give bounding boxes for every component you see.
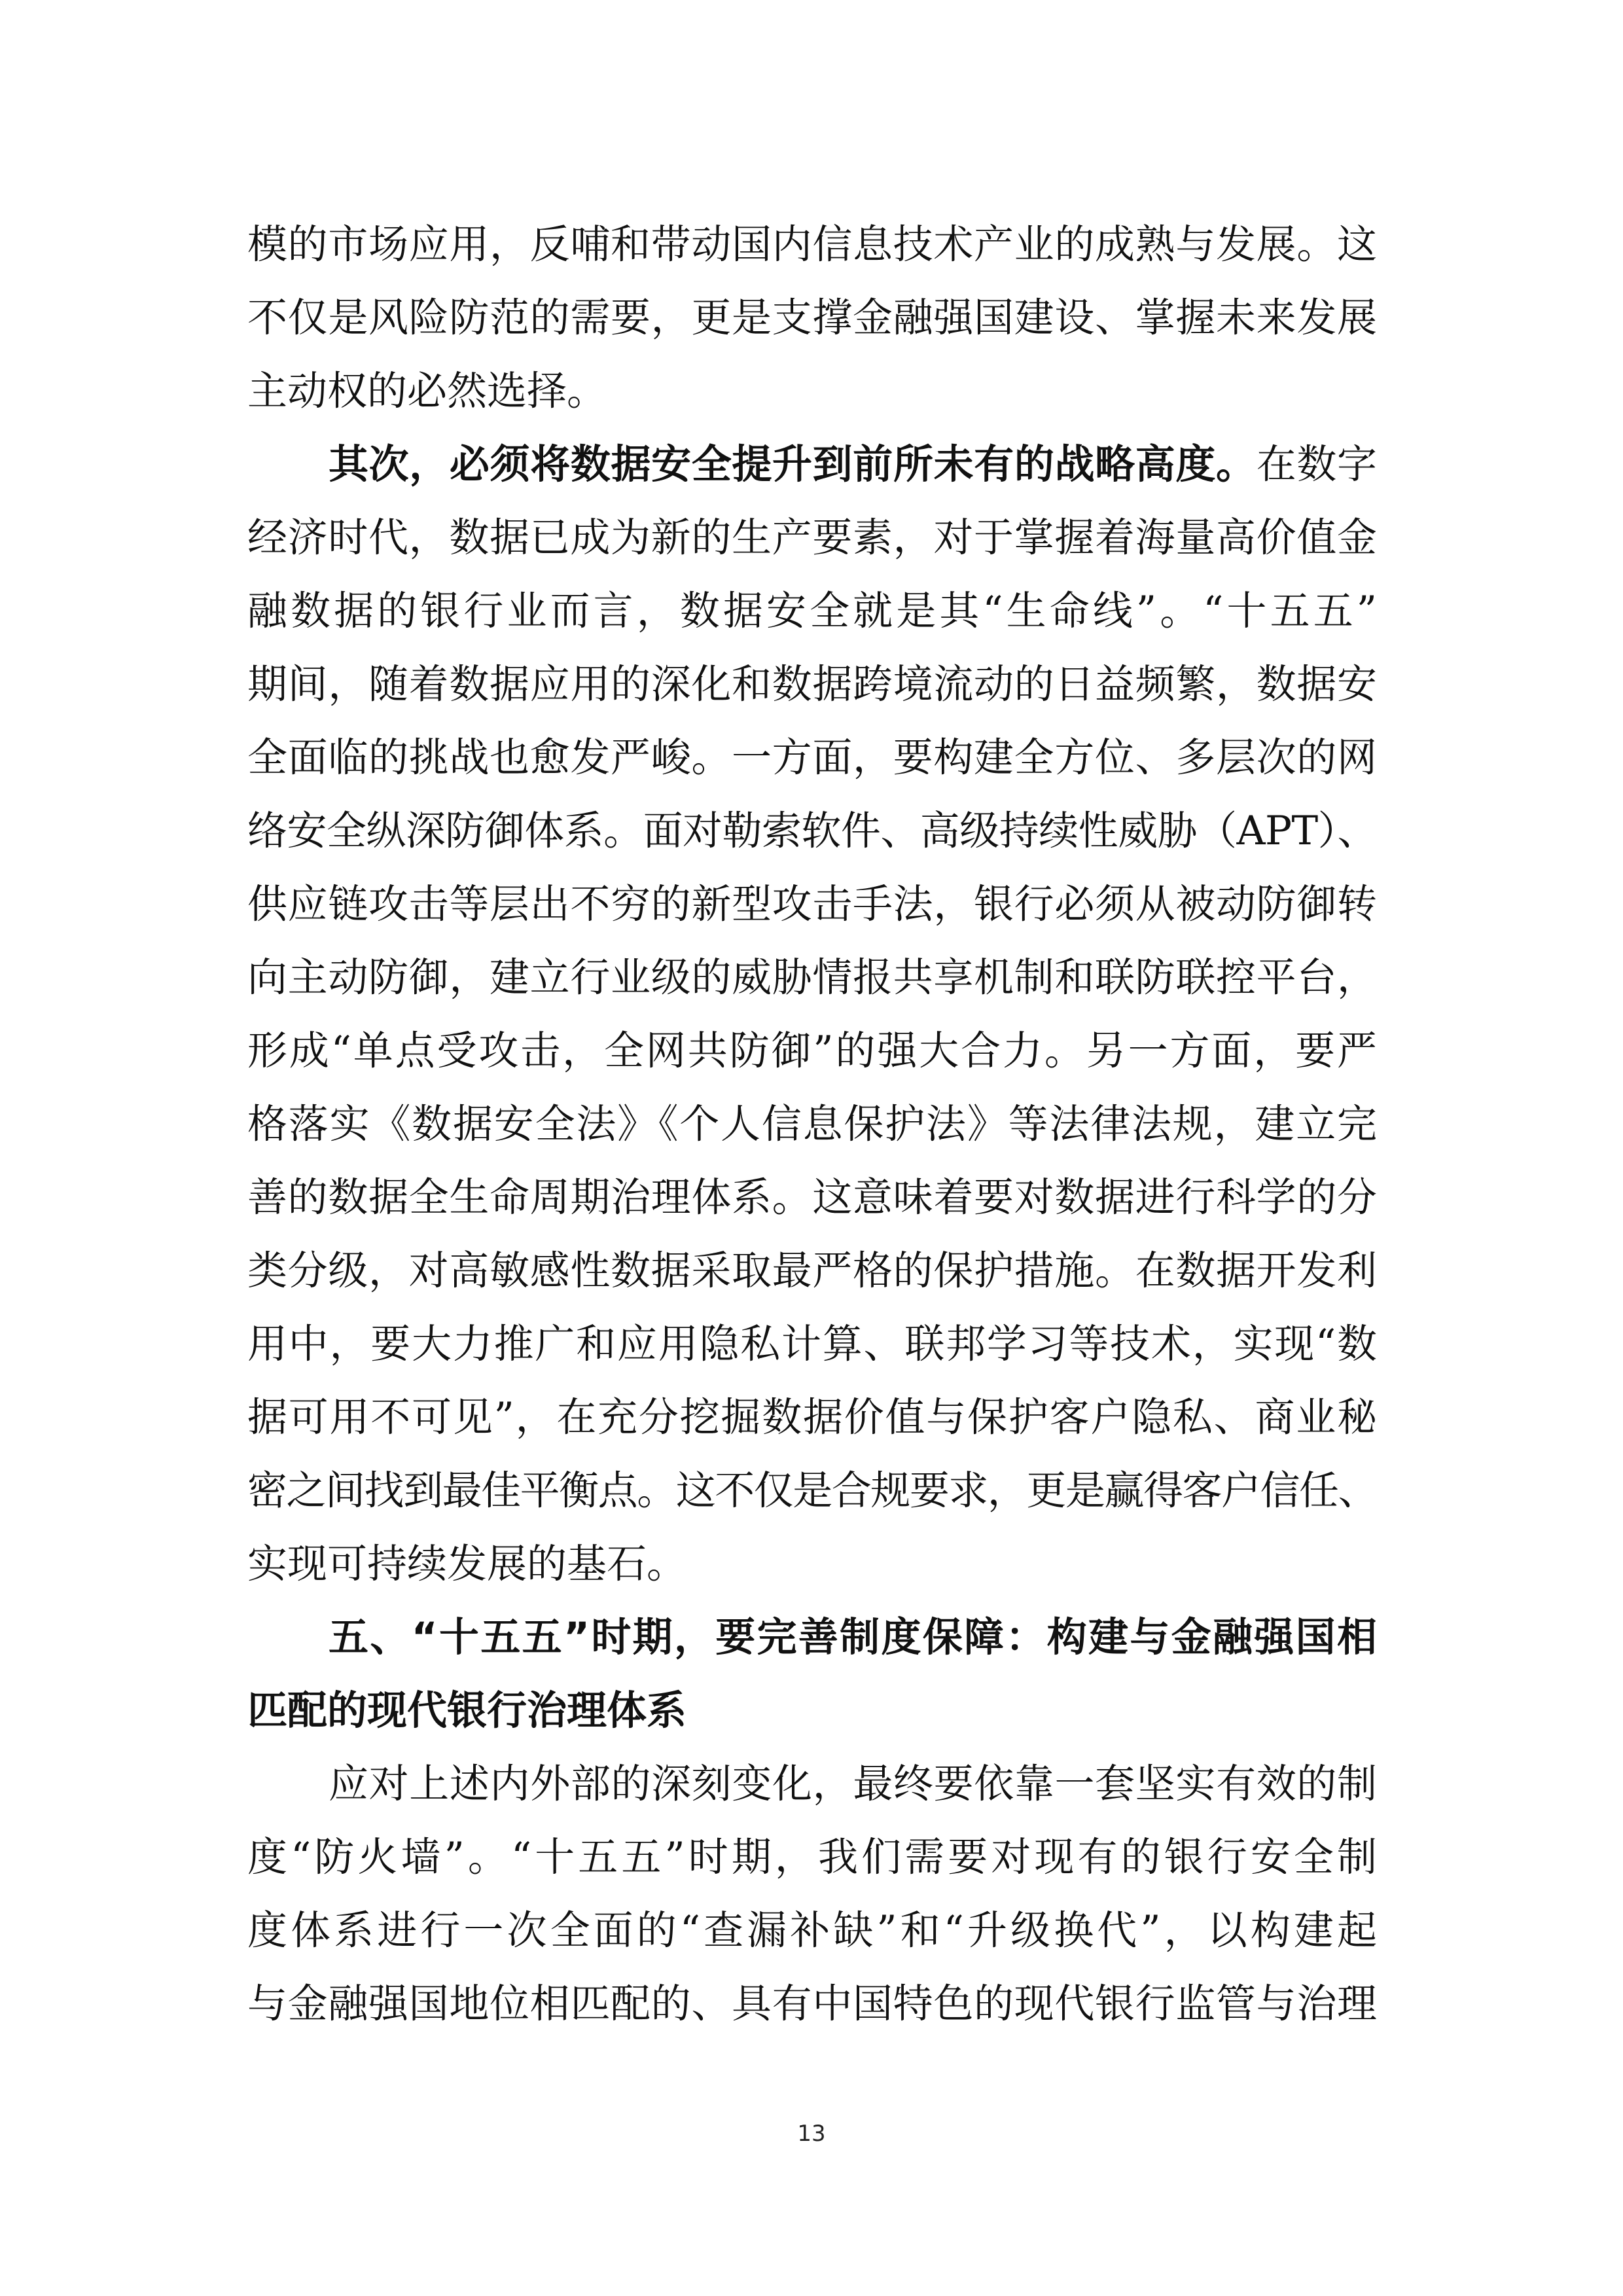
text-line: 度“防火墙”。“十五五”时期，我们需要对现有的银行安全制: [247, 1834, 1377, 1880]
section-heading: [247, 1601, 1377, 1748]
lead-continuation: 在数字: [1256, 441, 1377, 488]
paragraph-data-security: [247, 428, 1377, 1601]
text-line: 据可用不可见”，在充分挖掘数据价值与保护客户隐私、商业秘: [247, 1394, 1377, 1441]
text-line: 类分级，对高敏感性数据采取最严格的保护措施。在数据开发利: [247, 1247, 1377, 1294]
text-line: 络安全纵深防御体系。面对勒索软件、高级持续性威胁（APT）、: [247, 808, 1377, 854]
text-line: [247, 428, 1377, 501]
text-line: 善的数据全生命周期治理体系。这意味着要对数据进行科学的分: [247, 1174, 1377, 1221]
paragraph-institutional-firewall: [247, 1748, 1377, 2041]
text-line: 密之间找到最佳平衡点。这不仅是合规要求，更是赢得客户信任、: [247, 1467, 1377, 1514]
text-line: 全面临的挑战也愈发严峻。一方面，要构建全方位、多层次的网: [247, 734, 1377, 781]
text-line: 应对上述内外部的深刻变化，最终要依靠一套坚实有效的制: [329, 1761, 1377, 1807]
text-line: 供应链攻击等层出不穷的新型攻击手法，银行必须从被动防御转: [247, 881, 1377, 927]
document-page-body: [247, 208, 1377, 2041]
heading-line: 五、“十五五”时期，要完善制度保障：构建与金融强国相: [329, 1614, 1377, 1660]
text-line: 融数据的银行业而言，数据安全就是其“生命线”。“十五五”: [247, 588, 1377, 634]
text-line: 向主动防御，建立行业级的威胁情报共享机制和联防联控平台，: [247, 954, 1377, 1001]
text-line: 模的市场应用，反哺和带动国内信息技术产业的成熟与发展。这: [247, 221, 1377, 268]
text-line: 实现可持续发展的基石。: [247, 1541, 687, 1587]
text-line: 格落实《数据安全法》《个人信息保护法》等法律法规，建立完: [247, 1101, 1377, 1147]
text-line: 不仅是风险防范的需要，更是支撑金融强国建设、掌握未来发展: [247, 295, 1377, 341]
text-line: 度体系进行一次全面的“查漏补缺”和“升级换代”，以构建起: [247, 1907, 1377, 1954]
heading-line: 匹配的现代银行治理体系: [247, 1687, 687, 1734]
text-line: 用中，要大力推广和应用隐私计算、联邦学习等技术，实现“数: [247, 1321, 1377, 1367]
text-line: 形成“单点受攻击，全网共防御”的强大合力。另一方面，要严: [247, 1028, 1377, 1074]
bold-lead-sentence: 其次，必须将数据安全提升到前所未有的战略高度。: [329, 441, 1257, 488]
page-number: 13: [797, 2121, 826, 2147]
text-line: 与金融强国地位相匹配的、具有中国特色的现代银行监管与治理: [247, 1981, 1377, 2027]
text-line: 期间，随着数据应用的深化和数据跨境流动的日益频繁，数据安: [247, 661, 1377, 708]
text-line: 经济时代，数据已成为新的生产要素，对于掌握着海量高价值金: [247, 514, 1377, 561]
paragraph-continuation: [247, 208, 1377, 428]
text-line: 主动权的必然选择。: [247, 368, 607, 414]
